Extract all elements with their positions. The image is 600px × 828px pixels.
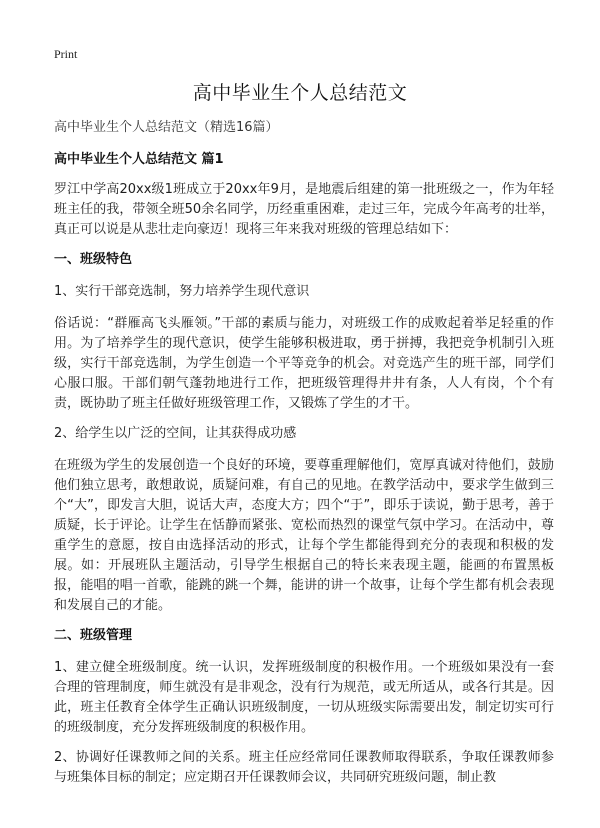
paragraph: 在班级为学生的发展创造一个良好的环境，要尊重理解他们，宽厚真诚对待他们，鼓励他们独立思考，敢想敢说，质疑问难，有自己的见地。在教学活动中，要求学生做到三个“大”，即发言大胆，说话大声，态度大方；四个“于”，即乐于读说，勤于思考，善于质疑，长于评论。让学生在恬静而紧张、宽松而热烈的课堂气氛中学习。在活动中，尊重学生的意愿，按自由选择活动的形式，让每个学生都能得到充分的表现和积极的发展。如：开展班队主题活动，引导学生根据自己的特长来表现主题，能画的布置黑板报，能唱的唱一首歌，能跳的跳一个舞，能讲的讲一个故事，让每个学生都有机会表现和发展自己的才能。	[54, 458, 554, 613]
intro-paragraph: 罗江中学高20xx级1班成立于20xx年9月，是地震后组建的第一批班级之一，作为年轻班主任的我，带领全班50余名同学，历经重重困难，走过三年，完成今年高考的壮举，真正可以说是从悲壮走向豪迈！现将三年来我对班级的管理总结如下：	[54, 182, 554, 237]
page-title: 高中毕业生个人总结范文	[192, 82, 408, 104]
document-body	[54, 118, 554, 798]
print-link[interactable]: Print	[54, 47, 78, 61]
article-heading: 高中毕业生个人总结范文 篇1	[54, 152, 224, 167]
paragraph: 俗话说：“群雁高飞头雁领。”干部的素质与能力，对班级工作的成败起着举足轻重的作用。为了培养学生的现代意识，使学生能够积极进取，勇于拼搏，我把竞争机制引入班级，实行干部竞选制，为学生创造一个平等竞争的机会。对竞选产生的班干部，同学们心服口服。干部们朝气蓬勃地进行工作，把班级管理得井井有条，人人有岗，个个有责，既协助了班主任做好班级管理工作，又锻炼了学生的才干。	[54, 316, 554, 411]
subsection-heading: 1、实行干部竞选制，努力培养学生现代意识	[54, 284, 310, 299]
section-heading-class-features: 一、班级特色	[54, 252, 133, 267]
paragraph: 1、建立健全班级制度。统一认识，发挥班级制度的积极作用。一个班级如果没有一套合理的管理制度，师生就没有是非观念，没有行为规范，或无所适从，或各行其是。因此，班主任教育全体学生正确认识班级制度，一切从班级实际需要出发，制定切实可行的班级制度，充分发挥班级制度的积极作用。	[54, 660, 554, 735]
document-subtitle: 高中毕业生个人总结范文（精选16篇）	[54, 120, 279, 135]
section-heading-class-management: 二、班级管理	[54, 628, 133, 643]
paragraph: 2、协调好任课教师之间的关系。班主任应经常同任课教师取得联系，争取任课教师参与班集体目标的制定；应定期召开任课教师会议，共同研究班级问题，制止教	[54, 750, 554, 785]
subsection-heading: 2、给学生以广泛的空间，让其获得成功感	[54, 426, 297, 441]
